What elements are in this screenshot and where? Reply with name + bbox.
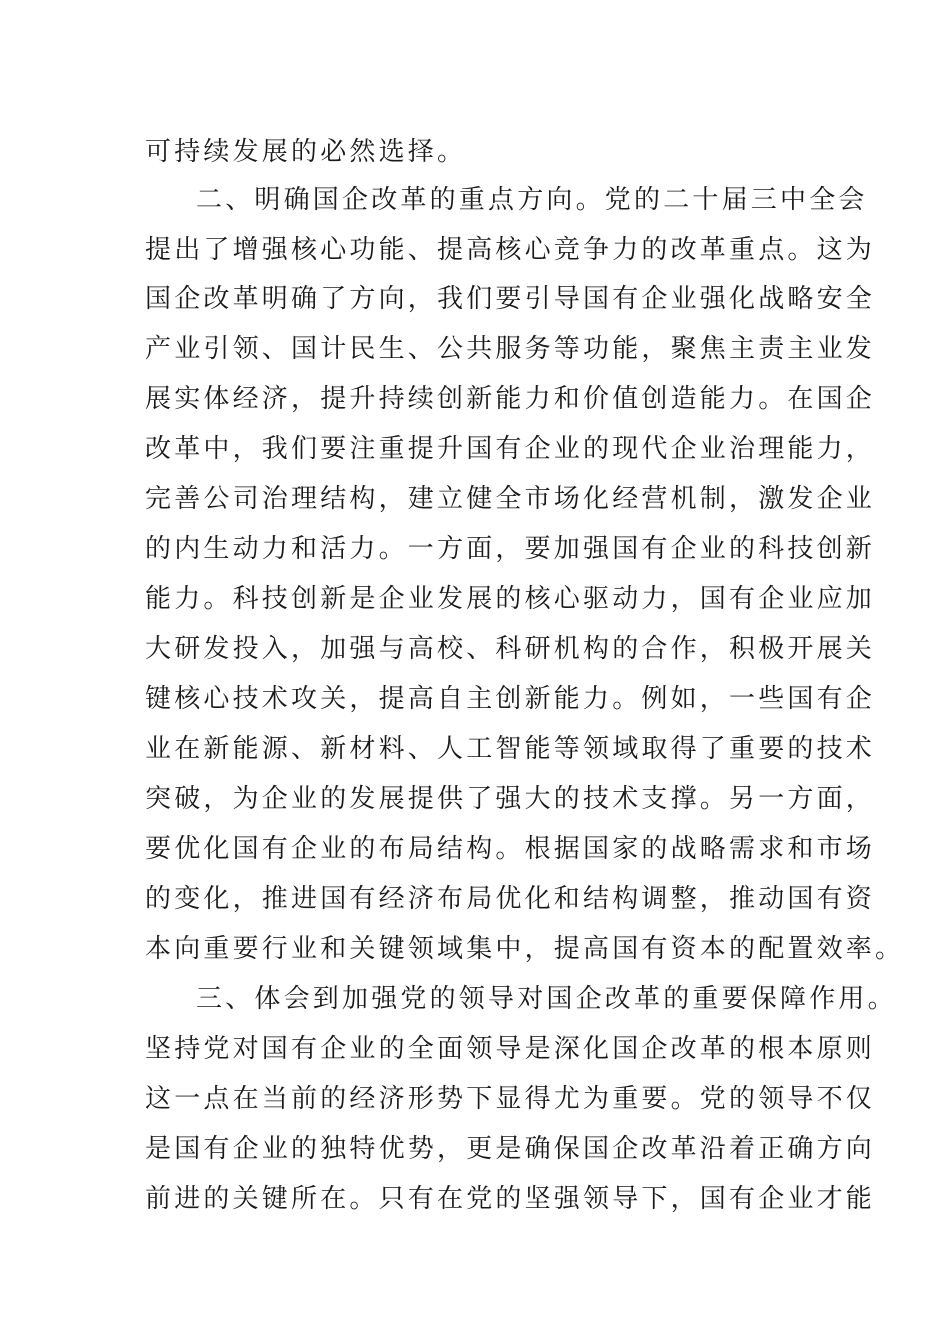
text-line: 突破，为企业的发展提供了强大的技术支撑。另一方面， xyxy=(145,784,876,814)
text-line: 大研发投入，加强与高校、科研机构的合作，积极开展关 xyxy=(145,634,876,664)
text-line: 提出了增强核心功能、提高核心竞争力的改革重点。这为 xyxy=(145,235,876,265)
text-line: 完善公司治理结构，建立健全市场化经营机制，激发企业 xyxy=(145,484,876,514)
text-line: 能力。科技创新是企业发展的核心驱动力，国有企业应加 xyxy=(145,584,876,614)
text-line: 前进的关键所在。只有在党的坚强领导下，国有企业才能 xyxy=(145,1184,876,1214)
text-line: 国企改革明确了方向，我们要引导国有企业强化战略安全 xyxy=(145,284,876,314)
text-line: 的内生动力和活力。一方面，要加强国有企业的科技创新 xyxy=(145,534,876,564)
text-line: 产业引领、国计民生、公共服务等功能，聚焦主责主业发 xyxy=(145,334,876,364)
text-line: 展实体经济，提升持续创新能力和价值创造能力。在国企 xyxy=(145,384,876,414)
text-line: 可持续发展的必然选择。 xyxy=(145,137,467,167)
paragraph-heading-3: 三、体会到加强党的领导对国企改革的重要保障作用。 xyxy=(196,984,897,1014)
text-line: 的变化，推进国有经济布局优化和结构调整，推动国有资 xyxy=(145,884,876,914)
text-line: 键核心技术攻关，提高自主创新能力。例如，一些国有企 xyxy=(145,684,876,714)
text-line: 改革中，我们要注重提升国有企业的现代企业治理能力， xyxy=(145,434,876,464)
text-line: 坚持党对国有企业的全面领导是深化国企改革的根本原则 xyxy=(145,1034,876,1064)
text-line: 这一点在当前的经济形势下显得尤为重要。党的领导不仅 xyxy=(145,1084,876,1114)
text-line: 要优化国有企业的布局结构。根据国家的战略需求和市场 xyxy=(145,834,876,864)
text-line: 业在新能源、新材料、人工智能等领域取得了重要的技术 xyxy=(145,734,876,764)
text-line: 本向重要行业和关键领域集中，提高国有资本的配置效率。 xyxy=(145,934,905,964)
text-line: 是国有企业的独特优势，更是确保国企改革沿着正确方向 xyxy=(145,1134,876,1164)
paragraph-heading-2: 二、明确国企改革的重点方向。党的二十届三中全会 xyxy=(196,185,868,215)
